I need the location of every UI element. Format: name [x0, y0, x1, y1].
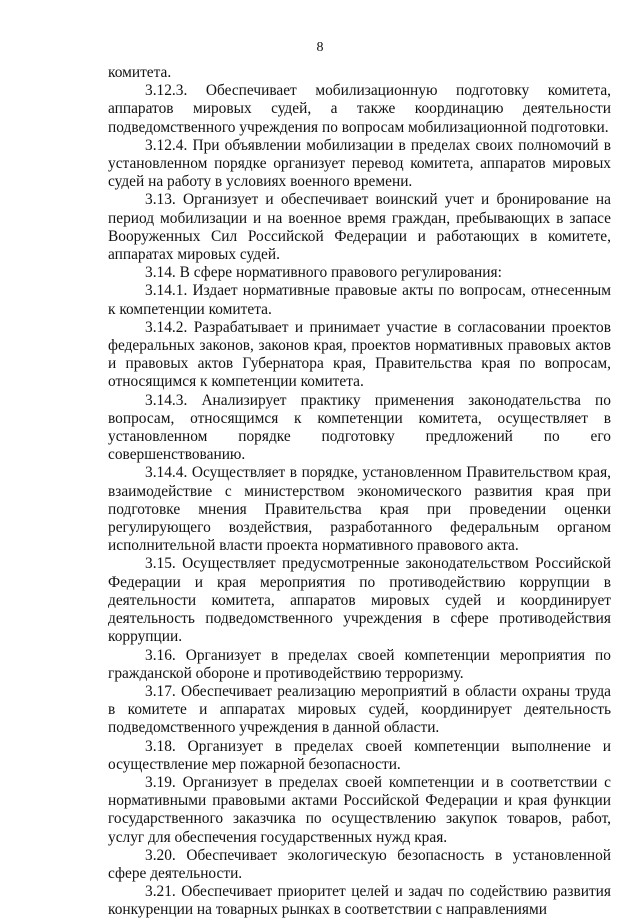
paragraph-3-21: 3.21. Обеспечивает приоритет целей и задач по содействию развития конкуренции на товарных рынках в соответствии с направлениями — [108, 883, 611, 919]
paragraph-3-16: 3.16. Организует в пределах своей компетенции мероприятия по гражданской обороне и противодействию терроризму. — [108, 646, 611, 682]
paragraph-3-12-3: 3.12.3. Обеспечивает мобилизационную подготовку комитета, аппаратов мировых судей, а также координацию деятельности подведомственного учреждения по вопросам мобилизационной подготовки. — [108, 82, 611, 136]
paragraph-3-19: 3.19. Организует в пределах своей компетенции и в соответствии с нормативными правовыми актами Российской Федерации и края функции государственного заказчика по осуществлению закупок товаров, работ, услуг для обеспечения государственных нужд края. — [108, 773, 611, 846]
paragraph-3-14-4: 3.14.4. Осуществляет в порядке, установленном Правительством края, взаимодействие с министерством экономического развития края при подготовке мнения Правительства края при проведении оценки регулирующего воздействия, разработанного федеральным органом исполнительной власти проекта нормативного правового акта. — [108, 464, 611, 555]
paragraph-3-14-3: 3.14.3. Анализирует практику применения законодательства по вопросам, относящимся к компетенции комитета, осуществляет в установленном порядке подготовку предложений по его совершенствованию. — [108, 391, 611, 464]
paragraph-3-14-1: 3.14.1. Издает нормативные правовые акты по вопросам, отнесенным к компетенции комитета. — [108, 282, 611, 318]
document-body — [108, 64, 611, 920]
paragraph-3-13: 3.13. Организует и обеспечивает воинский учет и бронирование на период мобилизации и на военное время граждан, пребывающих в запасе Вооруженных Сил Российской Федерации и работающих в комитете, аппаратах мировых судей. — [108, 191, 611, 264]
paragraph-3-20: 3.20. Обеспечивает экологическую безопасность в установленной сфере деятельности. — [108, 846, 611, 882]
paragraph-3-12-4: 3.12.4. При объявлении мобилизации в пределах своих полномочий в установленном порядке организует перевод комитета, аппаратов мировых судей на работу в условиях военного времени. — [108, 136, 611, 191]
paragraph-3-14: 3.14. В сфере нормативного правового регулирования: — [145, 264, 502, 282]
page-number: 8 — [316, 40, 324, 55]
paragraph-3-15: 3.15. Осуществляет предусмотренные законодательством Российской Федерации и края мероприятия по противодействию коррупции в деятельности комитета, аппаратов мировых судей и координирует деятельность подведомственного учреждения в сфере противодействия коррупции. — [108, 555, 611, 646]
paragraph-continuation: комитета. — [108, 64, 172, 81]
paragraph-3-18: 3.18. Организует в пределах своей компетенции выполнение и осуществление мер пожарной безопасности. — [108, 737, 611, 773]
paragraph-3-17: 3.17. Обеспечивает реализацию мероприятий в области охраны труда в комитете и аппаратах мировых судей, координирует деятельность подведомственного учреждения в данной области. — [108, 682, 611, 737]
paragraph-3-14-2: 3.14.2. Разрабатывает и принимает участие в согласовании проектов федеральных законов, законов края, проектов нормативных правовых актов и правовых актов Губернатора края, Правительства края по вопросам, относящимся к компетенции комитета. — [108, 318, 611, 391]
